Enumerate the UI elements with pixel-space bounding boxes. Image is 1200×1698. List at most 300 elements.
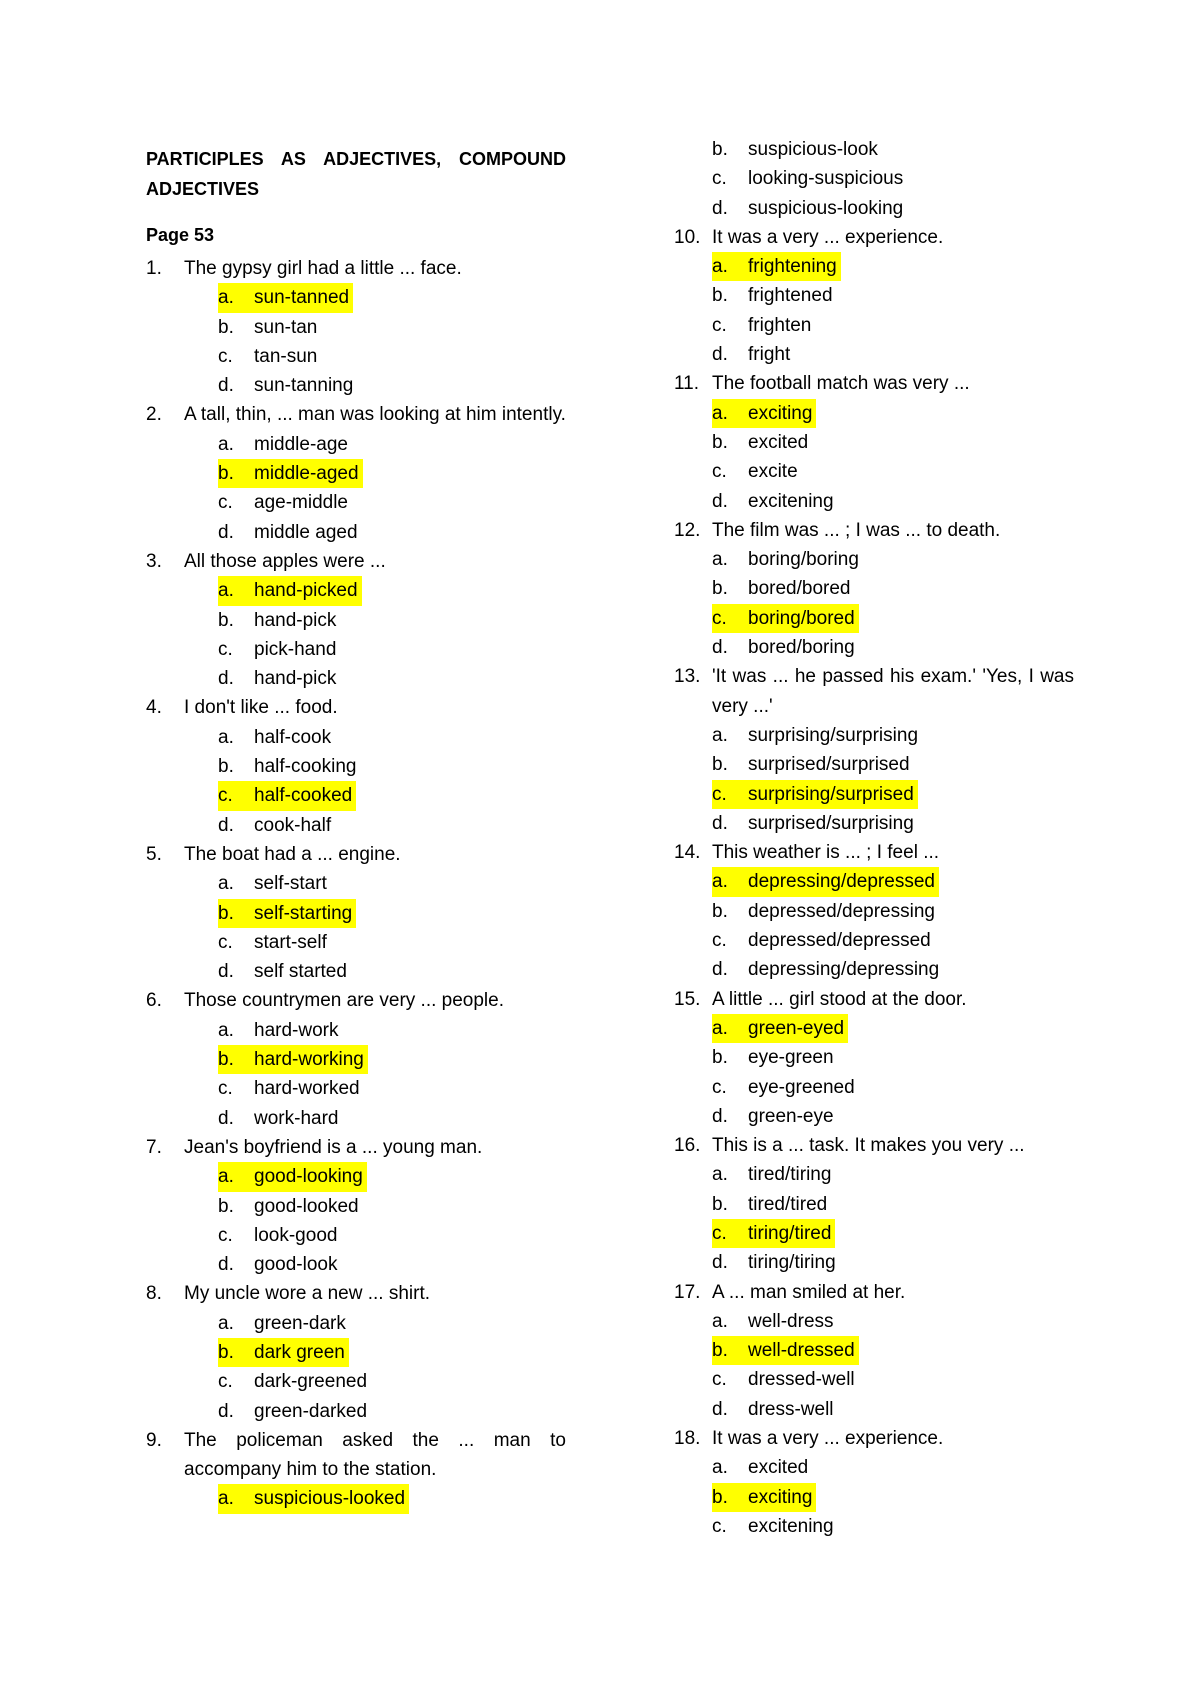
answer-option[interactable] (146, 283, 566, 312)
option-text: half-cooked (254, 785, 353, 807)
question-item (674, 1424, 1074, 1541)
highlighted-answer (218, 1162, 367, 1191)
option-text: fright (748, 344, 791, 366)
highlighted-answer (218, 781, 356, 810)
question-text: The boat had a ... engine. (184, 843, 401, 865)
answer-option[interactable] (146, 371, 566, 400)
answer-option[interactable] (146, 781, 566, 810)
option-letter: c. (218, 785, 233, 807)
answer-option[interactable] (674, 399, 1074, 428)
option-content (712, 955, 939, 984)
option-content (218, 664, 336, 693)
option-letter: c. (218, 1224, 233, 1246)
option-text: excitening (748, 1515, 834, 1537)
option-letter: c. (712, 783, 727, 805)
answer-option[interactable] (146, 313, 566, 342)
question-number: 18. (674, 1428, 701, 1450)
answer-option[interactable] (146, 1338, 566, 1367)
option-content (218, 1309, 346, 1338)
answer-option[interactable] (674, 1248, 1074, 1277)
answer-option[interactable] (146, 1074, 566, 1103)
option-letter: d. (712, 812, 728, 834)
question-text: All those apples were ... (184, 550, 386, 572)
option-text: green-eye (748, 1105, 834, 1127)
answer-option[interactable] (146, 1162, 566, 1191)
answer-option[interactable] (674, 545, 1074, 574)
answer-option[interactable] (674, 1014, 1074, 1043)
answer-option[interactable] (674, 194, 1074, 223)
answer-option[interactable] (674, 281, 1074, 310)
highlighted-answer (712, 1219, 835, 1248)
option-content (712, 721, 918, 750)
option-letter: d. (218, 961, 234, 983)
option-text: boring/boring (748, 549, 859, 571)
question-text: Jean's boyfriend is a ... young man. (184, 1136, 483, 1158)
question-item (146, 254, 566, 400)
highlighted-answer (712, 780, 918, 809)
option-text: looking-suspicious (748, 168, 904, 190)
answer-option[interactable] (146, 1192, 566, 1221)
answer-option[interactable] (146, 899, 566, 928)
question-item (674, 135, 1074, 223)
question-number: 5. (146, 843, 162, 865)
answer-option[interactable] (146, 1309, 566, 1338)
option-text: eye-green (748, 1047, 834, 1069)
answer-option[interactable] (674, 1043, 1074, 1072)
question-text: This is a ... task. It makes you very ... (712, 1135, 1025, 1157)
question-text: My uncle wore a new ... shirt. (184, 1283, 431, 1305)
answer-option[interactable] (146, 957, 566, 986)
question-stem (146, 1279, 566, 1308)
option-letter: d. (712, 959, 728, 981)
option-letter: c. (712, 1076, 727, 1098)
option-content (712, 1453, 808, 1482)
option-letter: b. (712, 431, 728, 453)
option-letter: a. (712, 724, 728, 746)
option-letter: b. (218, 316, 234, 338)
answer-option[interactable] (674, 311, 1074, 340)
option-text: hard-worked (254, 1078, 360, 1100)
option-text: sun-tanning (254, 375, 354, 397)
option-letter: d. (218, 521, 234, 543)
option-letter: a. (218, 433, 234, 455)
question-number: 3. (146, 550, 162, 572)
option-content (218, 752, 356, 781)
highlighted-answer (712, 1483, 816, 1512)
option-letter: b. (218, 1049, 234, 1071)
question-stem (146, 400, 566, 429)
option-text: surprised/surprising (748, 812, 914, 834)
option-letter: a. (712, 1310, 728, 1332)
option-content (218, 488, 348, 517)
answer-option[interactable] (146, 1045, 566, 1074)
option-text: middle-age (254, 433, 348, 455)
question-stem (146, 840, 566, 869)
answer-option[interactable] (674, 897, 1074, 926)
highlighted-answer (218, 283, 353, 312)
option-content (712, 311, 811, 340)
option-letter: c. (712, 461, 727, 483)
question-stem (674, 223, 1074, 252)
option-content (218, 1367, 367, 1396)
question-text: A ... man smiled at her. (712, 1281, 906, 1303)
answer-option[interactable] (146, 752, 566, 781)
answer-option[interactable] (146, 576, 566, 605)
answer-option[interactable] (674, 428, 1074, 457)
option-text: cook-half (254, 814, 332, 836)
option-letter: a. (712, 256, 728, 278)
answer-option[interactable] (674, 340, 1074, 369)
option-content (712, 194, 903, 223)
option-text: frighten (748, 314, 812, 336)
question-number: 6. (146, 990, 162, 1012)
answer-option[interactable] (674, 164, 1074, 193)
option-letter: c. (712, 168, 727, 190)
option-letter: d. (218, 668, 234, 690)
answer-option[interactable] (146, 430, 566, 459)
option-text: good-looking (254, 1166, 363, 1188)
answer-option[interactable] (674, 1102, 1074, 1131)
question-number: 14. (674, 842, 701, 864)
answer-option[interactable] (146, 342, 566, 371)
option-text: work-hard (254, 1107, 339, 1129)
question-stem (146, 254, 566, 283)
option-content (712, 1073, 855, 1102)
answer-option[interactable] (674, 252, 1074, 281)
highlighted-answer (218, 1045, 368, 1074)
answer-option[interactable] (674, 633, 1074, 662)
option-text: half-cooking (254, 756, 357, 778)
option-content (712, 1190, 827, 1219)
option-letter: b. (712, 900, 728, 922)
answer-option[interactable] (674, 1219, 1074, 1248)
option-content (712, 1102, 834, 1131)
question-item (146, 400, 566, 546)
question-item (146, 840, 566, 986)
option-letter: c. (218, 1078, 233, 1100)
answer-option[interactable] (146, 1016, 566, 1045)
question-number: 13. (674, 666, 701, 688)
option-content (712, 1512, 834, 1541)
option-letter: a. (218, 1488, 234, 1510)
question-text: A tall, thin, ... man was looking at him intently. (184, 404, 566, 426)
question-number: 10. (674, 226, 701, 248)
option-text: well-dress (748, 1310, 834, 1332)
option-letter: a. (218, 726, 234, 748)
answer-option[interactable] (146, 928, 566, 957)
answer-option[interactable] (674, 750, 1074, 779)
highlighted-answer (712, 399, 816, 428)
highlighted-answer (218, 459, 363, 488)
question-stem (146, 1426, 566, 1485)
question-stem (674, 1278, 1074, 1307)
question-text: 'It was ... he passed his exam.' 'Yes, I was very ...' (712, 666, 1074, 717)
highlighted-answer (218, 1484, 409, 1513)
answer-option[interactable] (146, 1484, 566, 1513)
answer-option[interactable] (146, 606, 566, 635)
option-content (712, 545, 859, 574)
option-letter: c. (712, 1369, 727, 1391)
question-text: It was a very ... experience. (712, 1428, 944, 1450)
option-content (218, 313, 317, 342)
question-number: 4. (146, 697, 162, 719)
answer-option[interactable] (674, 1336, 1074, 1365)
question-text: I don't like ... food. (184, 697, 338, 719)
highlighted-answer (712, 1014, 848, 1043)
option-text: sun-tanned (254, 287, 350, 309)
option-content (712, 633, 855, 662)
question-item (674, 985, 1074, 1131)
option-content (218, 869, 327, 898)
option-letter: d. (712, 1252, 728, 1274)
answer-option[interactable] (674, 1512, 1074, 1541)
answer-option[interactable] (146, 518, 566, 547)
answer-option[interactable] (146, 1397, 566, 1426)
question-number: 9. (146, 1429, 162, 1451)
answer-option[interactable] (674, 1190, 1074, 1219)
option-letter: a. (218, 580, 234, 602)
answer-option[interactable] (146, 635, 566, 664)
option-content (218, 1192, 359, 1221)
option-letter: a. (712, 871, 728, 893)
answer-option[interactable] (674, 604, 1074, 633)
question-stem (674, 516, 1074, 545)
answer-option[interactable] (146, 459, 566, 488)
option-letter: a. (712, 549, 728, 571)
option-text: self-starting (254, 902, 353, 924)
option-text: depressing/depressed (748, 871, 935, 893)
question-item (146, 1133, 566, 1279)
answer-option[interactable] (146, 488, 566, 517)
option-text: sun-tan (254, 316, 318, 338)
answer-option[interactable] (674, 809, 1074, 838)
highlighted-answer (218, 899, 356, 928)
question-item (146, 1279, 566, 1425)
answer-option[interactable] (146, 1250, 566, 1279)
highlighted-answer (218, 1338, 349, 1367)
question-number: 7. (146, 1136, 162, 1158)
answer-option[interactable] (674, 955, 1074, 984)
option-text: good-looked (254, 1195, 359, 1217)
question-number: 11. (674, 373, 700, 395)
answer-option[interactable] (674, 1073, 1074, 1102)
question-number: 16. (674, 1135, 701, 1157)
option-text: eye-greened (748, 1076, 855, 1098)
option-text: boring/bored (748, 607, 855, 629)
option-content (218, 342, 317, 371)
option-text: dressed-well (748, 1369, 855, 1391)
option-letter: a. (712, 1017, 728, 1039)
answer-option[interactable] (146, 1104, 566, 1133)
option-letter: b. (218, 1341, 234, 1363)
option-content (218, 1250, 337, 1279)
option-letter: c. (218, 931, 233, 953)
option-content (218, 635, 336, 664)
option-letter: d. (712, 344, 728, 366)
question-text: It was a very ... experience. (712, 226, 944, 248)
option-letter: d. (712, 1398, 728, 1420)
option-content (712, 1307, 834, 1336)
option-content (712, 926, 931, 955)
option-letter: b. (218, 463, 234, 485)
answer-option[interactable] (146, 1367, 566, 1396)
question-text: This weather is ... ; I feel ... (712, 842, 940, 864)
option-content (218, 518, 358, 547)
answer-option[interactable] (146, 664, 566, 693)
option-content (712, 1365, 855, 1394)
answer-option[interactable] (674, 780, 1074, 809)
option-text: hard-working (254, 1049, 364, 1071)
answer-option[interactable] (674, 1453, 1074, 1482)
option-text: hard-work (254, 1019, 339, 1041)
option-text: excite (748, 461, 798, 483)
option-letter: c. (712, 1222, 727, 1244)
option-text: depressed/depressing (748, 900, 935, 922)
right-column (674, 135, 1074, 1541)
option-text: self started (254, 961, 347, 983)
page-label: Page 53 (146, 225, 215, 245)
option-content (712, 164, 903, 193)
option-letter: d. (218, 1254, 234, 1276)
option-letter: b. (712, 285, 728, 307)
option-text: depressed/depressed (748, 930, 931, 952)
option-content (218, 606, 336, 635)
option-letter: d. (218, 814, 234, 836)
option-text: well-dressed (748, 1340, 855, 1362)
answer-option[interactable] (674, 1395, 1074, 1424)
option-text: tired/tired (748, 1193, 828, 1215)
option-text: suspicious-look (748, 139, 878, 160)
question-text: The football match was very ... (712, 373, 970, 395)
option-text: surprising/surprising (748, 724, 919, 746)
option-text: tired/tiring (748, 1164, 832, 1186)
highlighted-answer (712, 604, 859, 633)
option-text: frightened (748, 285, 833, 307)
answer-option[interactable] (146, 811, 566, 840)
question-item (674, 369, 1074, 515)
option-text: exciting (748, 1486, 813, 1508)
option-letter: b. (712, 754, 728, 776)
option-content (712, 574, 850, 603)
option-text: bored/boring (748, 637, 855, 659)
option-text: frightening (748, 256, 837, 278)
question-text: A little ... girl stood at the door. (712, 988, 967, 1010)
option-letter: b. (218, 609, 234, 631)
option-text: hand-picked (254, 580, 358, 602)
question-item (146, 547, 566, 693)
option-content (712, 897, 935, 926)
option-letter: c. (712, 314, 727, 336)
answer-option[interactable] (674, 926, 1074, 955)
question-stem (146, 986, 566, 1015)
option-text: excited (748, 431, 809, 453)
option-letter: b. (218, 1195, 234, 1217)
option-content (218, 723, 331, 752)
option-content (712, 281, 833, 310)
question-item (146, 693, 566, 839)
option-text: suspicious-looking (748, 197, 904, 219)
option-letter: c. (218, 1371, 233, 1393)
option-content (218, 957, 347, 986)
answer-option[interactable] (146, 869, 566, 898)
option-content (712, 487, 834, 516)
option-content (218, 1397, 367, 1426)
option-letter: c. (218, 492, 233, 514)
option-letter: d. (218, 1400, 234, 1422)
answer-option[interactable] (146, 723, 566, 752)
option-content (712, 457, 798, 486)
option-text: middle aged (254, 521, 358, 543)
option-text: exciting (748, 402, 813, 424)
option-text: start-self (254, 931, 327, 953)
option-text: excitening (748, 490, 834, 512)
answer-option[interactable] (674, 1160, 1074, 1189)
option-letter: c. (218, 638, 233, 660)
option-letter: b. (218, 756, 234, 778)
answer-option[interactable] (674, 721, 1074, 750)
highlighted-answer (712, 252, 841, 281)
question-stem (146, 693, 566, 722)
option-letter: d. (712, 1105, 728, 1127)
option-content (712, 1248, 836, 1277)
highlighted-answer (712, 867, 939, 896)
option-letter: b. (712, 1193, 728, 1215)
answer-option[interactable] (674, 867, 1074, 896)
option-text: hand-pick (254, 609, 337, 631)
question-text: The gypsy girl had a little ... face. (184, 258, 462, 279)
option-text: depressing/depressing (748, 959, 940, 981)
option-text: age-middle (254, 492, 348, 514)
option-letter: b. (712, 139, 728, 160)
option-content (218, 1074, 360, 1103)
option-text: green-darked (254, 1400, 368, 1422)
answer-option[interactable] (674, 574, 1074, 603)
option-letter: c. (218, 345, 233, 367)
option-content (218, 928, 327, 957)
answer-option[interactable] (674, 135, 1074, 164)
question-number: 1. (146, 258, 162, 279)
answer-option[interactable] (674, 487, 1074, 516)
question-number: 8. (146, 1283, 162, 1305)
answer-option[interactable] (674, 1483, 1074, 1512)
question-text: Those countrymen are very ... people. (184, 990, 504, 1012)
option-content (712, 428, 808, 457)
option-letter: c. (712, 930, 727, 952)
question-item (146, 1426, 566, 1514)
option-text: tiring/tiring (748, 1252, 836, 1274)
answer-option[interactable] (674, 1365, 1074, 1394)
option-content (218, 1221, 337, 1250)
option-text: dark-greened (254, 1371, 368, 1393)
answer-option[interactable] (674, 457, 1074, 486)
option-letter: a. (218, 873, 234, 895)
question-item (674, 838, 1074, 984)
option-text: tan-sun (254, 345, 318, 367)
option-letter: c. (712, 1515, 727, 1537)
answer-option[interactable] (146, 1221, 566, 1250)
answer-option[interactable] (674, 1307, 1074, 1336)
option-content (712, 1160, 831, 1189)
option-text: hand-pick (254, 668, 337, 690)
option-content (712, 809, 914, 838)
option-content (218, 371, 353, 400)
option-text: green-eyed (748, 1017, 845, 1039)
question-stem (146, 547, 566, 576)
option-letter: b. (712, 1340, 728, 1362)
option-text: excited (748, 1457, 809, 1479)
option-content (218, 811, 331, 840)
option-letter: a. (712, 1457, 728, 1479)
